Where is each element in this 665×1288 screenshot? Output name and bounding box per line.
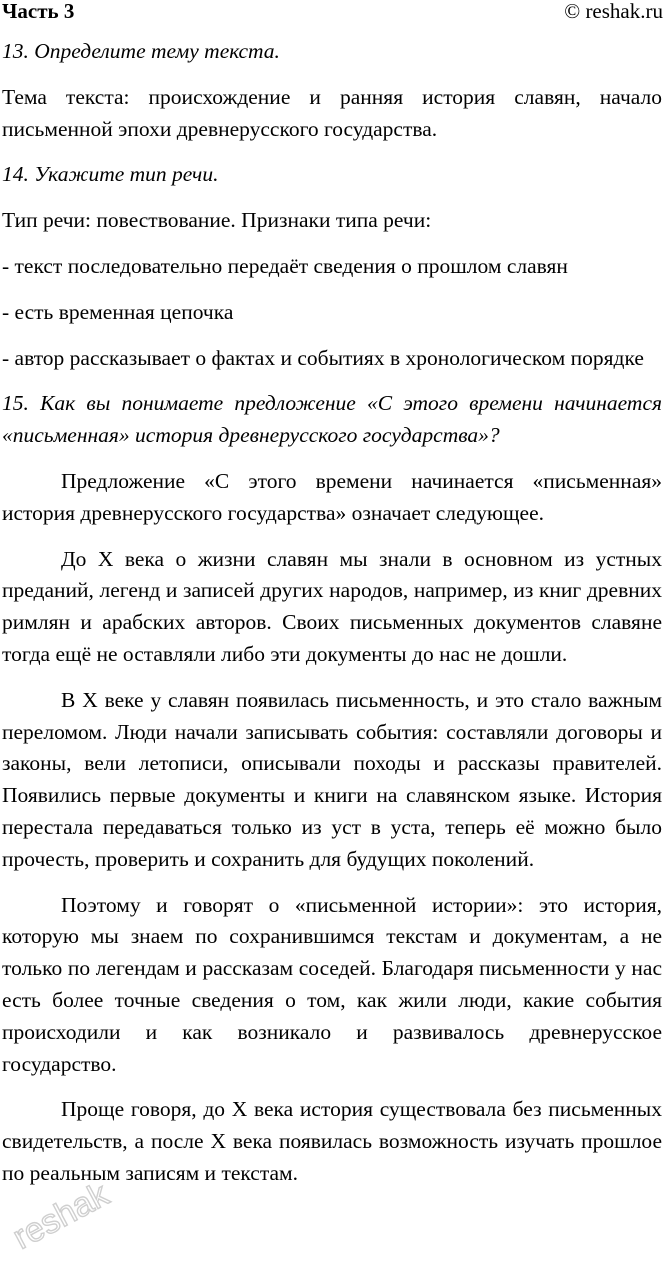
question-14: 14. Укажите тип речи. bbox=[2, 162, 219, 187]
answer-14-bullet-2: - есть временная цепочка bbox=[2, 299, 234, 324]
answer-14-bullet-3: - автор рассказывает о фактах и событиях в хронологическом порядке bbox=[2, 345, 644, 370]
question-13: 13. Определите тему текста. bbox=[2, 39, 280, 63]
answer-15-paragraph-2: До X века о жизни славян мы знали в основном из устных преданий, легенд и записей других народов, например, из книг древних римлян и арабских авторов. Своих письменных документов славяне тогда ещё не оставляли либо эти документы до нас не дошли. bbox=[2, 546, 662, 666]
part-title: Часть 3 bbox=[2, 0, 75, 23]
answer-15-paragraph-1: Предложение «С этого времени начинается «письменная» история древнерусского государства» означает следующее. bbox=[2, 468, 662, 525]
answer-15-paragraph-3: В X веке у славян появилась письменность, и это стало важным переломом. Люди начали записывать события: составляли договоры и законы, вели летописи, описывали походы и рассказы правителей. Появились первые документы и книги на славянском языке. История перестала передаваться только из уст в уста, теперь её можно было прочесть, проверить и сохранить для будущих поколений. bbox=[2, 687, 662, 871]
answer-15-paragraph-5: Проще говоря, до X века история существовала без письменных свидетельств, а после X века появилась возможность изучать прошлое по реальным записям и текстам. bbox=[2, 1097, 662, 1185]
question-15: 15. Как вы понимаете предложение «С этого времени начинается «письменная» история древнерусского государства»? bbox=[2, 391, 662, 448]
answer-13: Тема текста: происхождение и ранняя история славян, начало письменной эпохи древнерусского государства. bbox=[2, 84, 662, 141]
answer-14-bullet-1: - текст последовательно передаёт сведения о прошлом славян bbox=[2, 253, 568, 278]
answer-15-paragraph-4: Поэтому и говорят о «письменной истории»: это история, которую мы знаем по сохранившимся текстам и документам, а не только по легендам и рассказам соседей. Благодаря письменности у нас есть более точные сведения о том, как жили люди, какие события происходили и как возникало и развивалось древнерусское государство. bbox=[2, 892, 662, 1076]
document-body bbox=[2, 36, 662, 1204]
answer-14: Тип речи: повествование. Признаки типа речи: bbox=[2, 208, 432, 233]
page-header bbox=[2, 0, 663, 24]
site-credit: © reshak.ru bbox=[564, 0, 663, 23]
watermark-text: reshak bbox=[6, 1175, 115, 1257]
